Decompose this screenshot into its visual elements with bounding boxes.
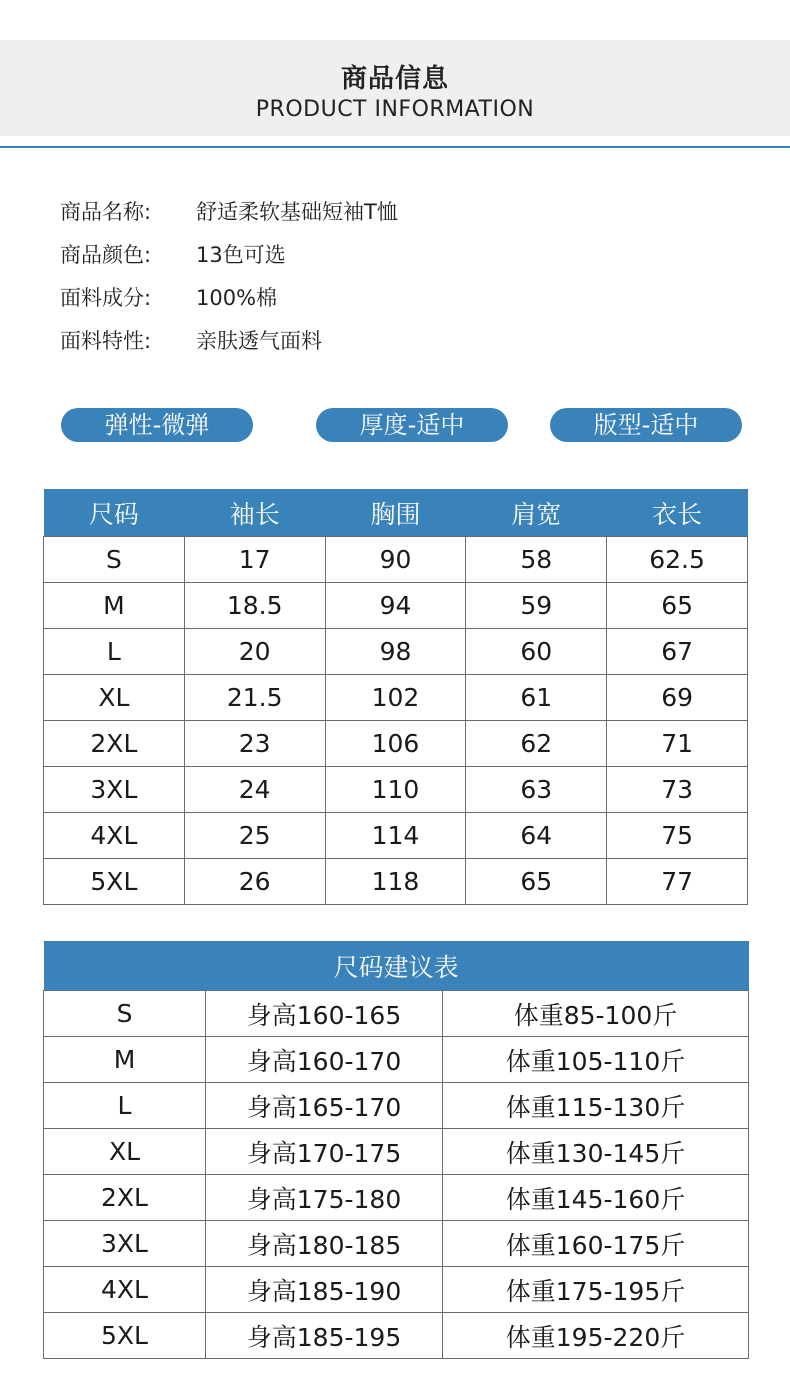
table-cell: L (44, 629, 185, 675)
size-suggestion-table (43, 941, 749, 1359)
info-value: 100%棉 (196, 286, 278, 310)
table-cell: 2XL (44, 1175, 206, 1221)
table-row (44, 991, 749, 1037)
suggestion-title-row (44, 941, 749, 991)
table-cell: 体重85-100斤 (443, 991, 749, 1037)
table-cell: 体重160-175斤 (443, 1221, 749, 1267)
table-cell: 身高170-175 (206, 1129, 443, 1175)
table-row (44, 721, 748, 767)
table-cell: 75 (607, 813, 748, 859)
table-cell: 26 (184, 859, 325, 905)
table-cell: 身高185-195 (206, 1313, 443, 1359)
table-row (44, 1037, 749, 1083)
table-cell: 58 (466, 537, 607, 583)
table-row (44, 1083, 749, 1129)
column-header-length: 衣长 (607, 489, 748, 537)
table-cell: M (44, 583, 185, 629)
table-cell: 118 (325, 859, 466, 905)
info-label: 商品颜色: (60, 243, 152, 267)
table-row (44, 1221, 749, 1267)
table-cell: 25 (184, 813, 325, 859)
table-cell: 身高160-170 (206, 1037, 443, 1083)
suggestion-table-title: 尺码建议表 (44, 941, 749, 991)
table-cell: 106 (325, 721, 466, 767)
table-row (44, 1267, 749, 1313)
table-row (44, 767, 748, 813)
table-cell: 69 (607, 675, 748, 721)
table-row (44, 1313, 749, 1359)
table-cell: 114 (325, 813, 466, 859)
header-divider (0, 146, 790, 148)
table-cell: 体重175-195斤 (443, 1267, 749, 1313)
info-value: 舒适柔软基础短袖T恤 (196, 200, 398, 224)
tag-fit: 版型-适中 (550, 408, 742, 442)
table-cell: 体重115-130斤 (443, 1083, 749, 1129)
table-cell: XL (44, 675, 185, 721)
table-row (44, 1175, 749, 1221)
table-cell: 17 (184, 537, 325, 583)
table-cell: 94 (325, 583, 466, 629)
table-cell: 3XL (44, 767, 185, 813)
table-cell: 62.5 (607, 537, 748, 583)
table-row (44, 675, 748, 721)
table-cell: 63 (466, 767, 607, 813)
table-cell: 64 (466, 813, 607, 859)
table-cell: 20 (184, 629, 325, 675)
table-cell: XL (44, 1129, 206, 1175)
table-cell: 2XL (44, 721, 185, 767)
size-chart-table (43, 489, 748, 905)
table-cell: 体重105-110斤 (443, 1037, 749, 1083)
table-cell: 65 (607, 583, 748, 629)
table-cell: 5XL (44, 1313, 206, 1359)
table-row (44, 859, 748, 905)
table-cell: 77 (607, 859, 748, 905)
info-label: 商品名称: (60, 200, 152, 224)
table-row (44, 813, 748, 859)
header-title-en: PRODUCT INFORMATION (255, 97, 535, 122)
table-cell: 61 (466, 675, 607, 721)
table-row (44, 629, 748, 675)
info-value: 亲肤透气面料 (196, 329, 322, 353)
table-cell: 18.5 (184, 583, 325, 629)
table-cell: L (44, 1083, 206, 1129)
table-row (44, 537, 748, 583)
table-cell: 5XL (44, 859, 185, 905)
table-cell: 65 (466, 859, 607, 905)
table-cell: 71 (607, 721, 748, 767)
table-cell: 身高160-165 (206, 991, 443, 1037)
info-label: 面料成分: (60, 286, 152, 310)
column-header-chest: 胸围 (325, 489, 466, 537)
table-cell: 67 (607, 629, 748, 675)
table-cell: S (44, 537, 185, 583)
table-cell: 体重130-145斤 (443, 1129, 749, 1175)
table-row (44, 583, 748, 629)
table-cell: 体重145-160斤 (443, 1175, 749, 1221)
column-header-shoulder: 肩宽 (466, 489, 607, 537)
table-cell: 身高165-170 (206, 1083, 443, 1129)
table-cell: 98 (325, 629, 466, 675)
table-cell: 4XL (44, 813, 185, 859)
tag-elasticity: 弹性-微弹 (61, 408, 253, 442)
table-cell: 4XL (44, 1267, 206, 1313)
table-cell: 110 (325, 767, 466, 813)
table-cell: 3XL (44, 1221, 206, 1267)
table-row (44, 1129, 749, 1175)
table-cell: 身高185-190 (206, 1267, 443, 1313)
table-cell: 身高180-185 (206, 1221, 443, 1267)
table-cell: 21.5 (184, 675, 325, 721)
table-cell: 24 (184, 767, 325, 813)
table-cell: 59 (466, 583, 607, 629)
table-cell: 身高175-180 (206, 1175, 443, 1221)
size-chart-header-row (44, 489, 748, 537)
table-cell: 102 (325, 675, 466, 721)
header-title-cn: 商品信息 (340, 64, 449, 94)
info-value: 13色可选 (196, 243, 286, 267)
table-cell: 23 (184, 721, 325, 767)
page-header (0, 40, 790, 136)
info-label: 面料特性: (60, 329, 152, 353)
table-cell: 62 (466, 721, 607, 767)
column-header-size: 尺码 (44, 489, 185, 537)
table-cell: 体重195-220斤 (443, 1313, 749, 1359)
column-header-sleeve: 袖长 (184, 489, 325, 537)
table-cell: 90 (325, 537, 466, 583)
table-cell: M (44, 1037, 206, 1083)
table-cell: 60 (466, 629, 607, 675)
table-cell: S (44, 991, 206, 1037)
tag-thickness: 厚度-适中 (316, 408, 508, 442)
table-cell: 73 (607, 767, 748, 813)
